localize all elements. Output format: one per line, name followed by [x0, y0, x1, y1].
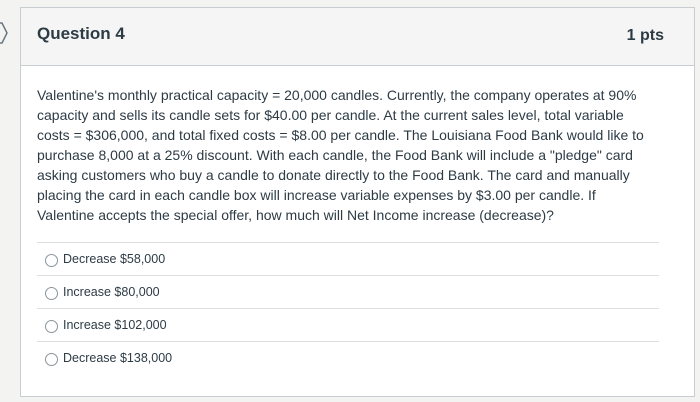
question-card — [20, 7, 695, 397]
question-text: Valentine's monthly practical capacity = 20,000 candles. Currently, the company operates at 90% capacity and sells its candle sets for $40.00 per candle. At the current sales level, total variable costs = $306,000, and total fixed costs = $8.00 per candle. The Louisiana Food Bank would like to purchase 8,000 at a 25% discount. With each candle, the Food Bank will include a "pledge" card asking customers who buy a candle to donate directly to the Food Bank. The card and manually placing the card in each candle box will increase variable expenses by $3.00 per candle. If Valentine accepts the special offer, how much will Net Income increase (decrease)? — [37, 87, 644, 223]
question-header — [21, 8, 694, 66]
radio-button[interactable] — [45, 254, 58, 267]
answer-label[interactable]: Increase $80,000 — [63, 285, 160, 299]
radio-button[interactable] — [45, 287, 58, 300]
answer-label[interactable]: Decrease $58,000 — [63, 252, 166, 266]
answer-option[interactable] — [37, 242, 659, 275]
flag-question-icon[interactable] — [0, 22, 8, 44]
answer-option[interactable] — [37, 308, 659, 341]
answer-option[interactable] — [37, 275, 659, 308]
answer-option[interactable] — [37, 341, 659, 374]
question-title: Question 4 — [37, 24, 125, 43]
radio-button[interactable] — [45, 353, 58, 366]
radio-button[interactable] — [45, 320, 58, 333]
answer-label[interactable]: Increase $102,000 — [63, 318, 167, 332]
answer-label[interactable]: Decrease $138,000 — [63, 351, 173, 365]
answer-list — [37, 242, 659, 374]
question-points: 1 pts — [626, 27, 664, 44]
